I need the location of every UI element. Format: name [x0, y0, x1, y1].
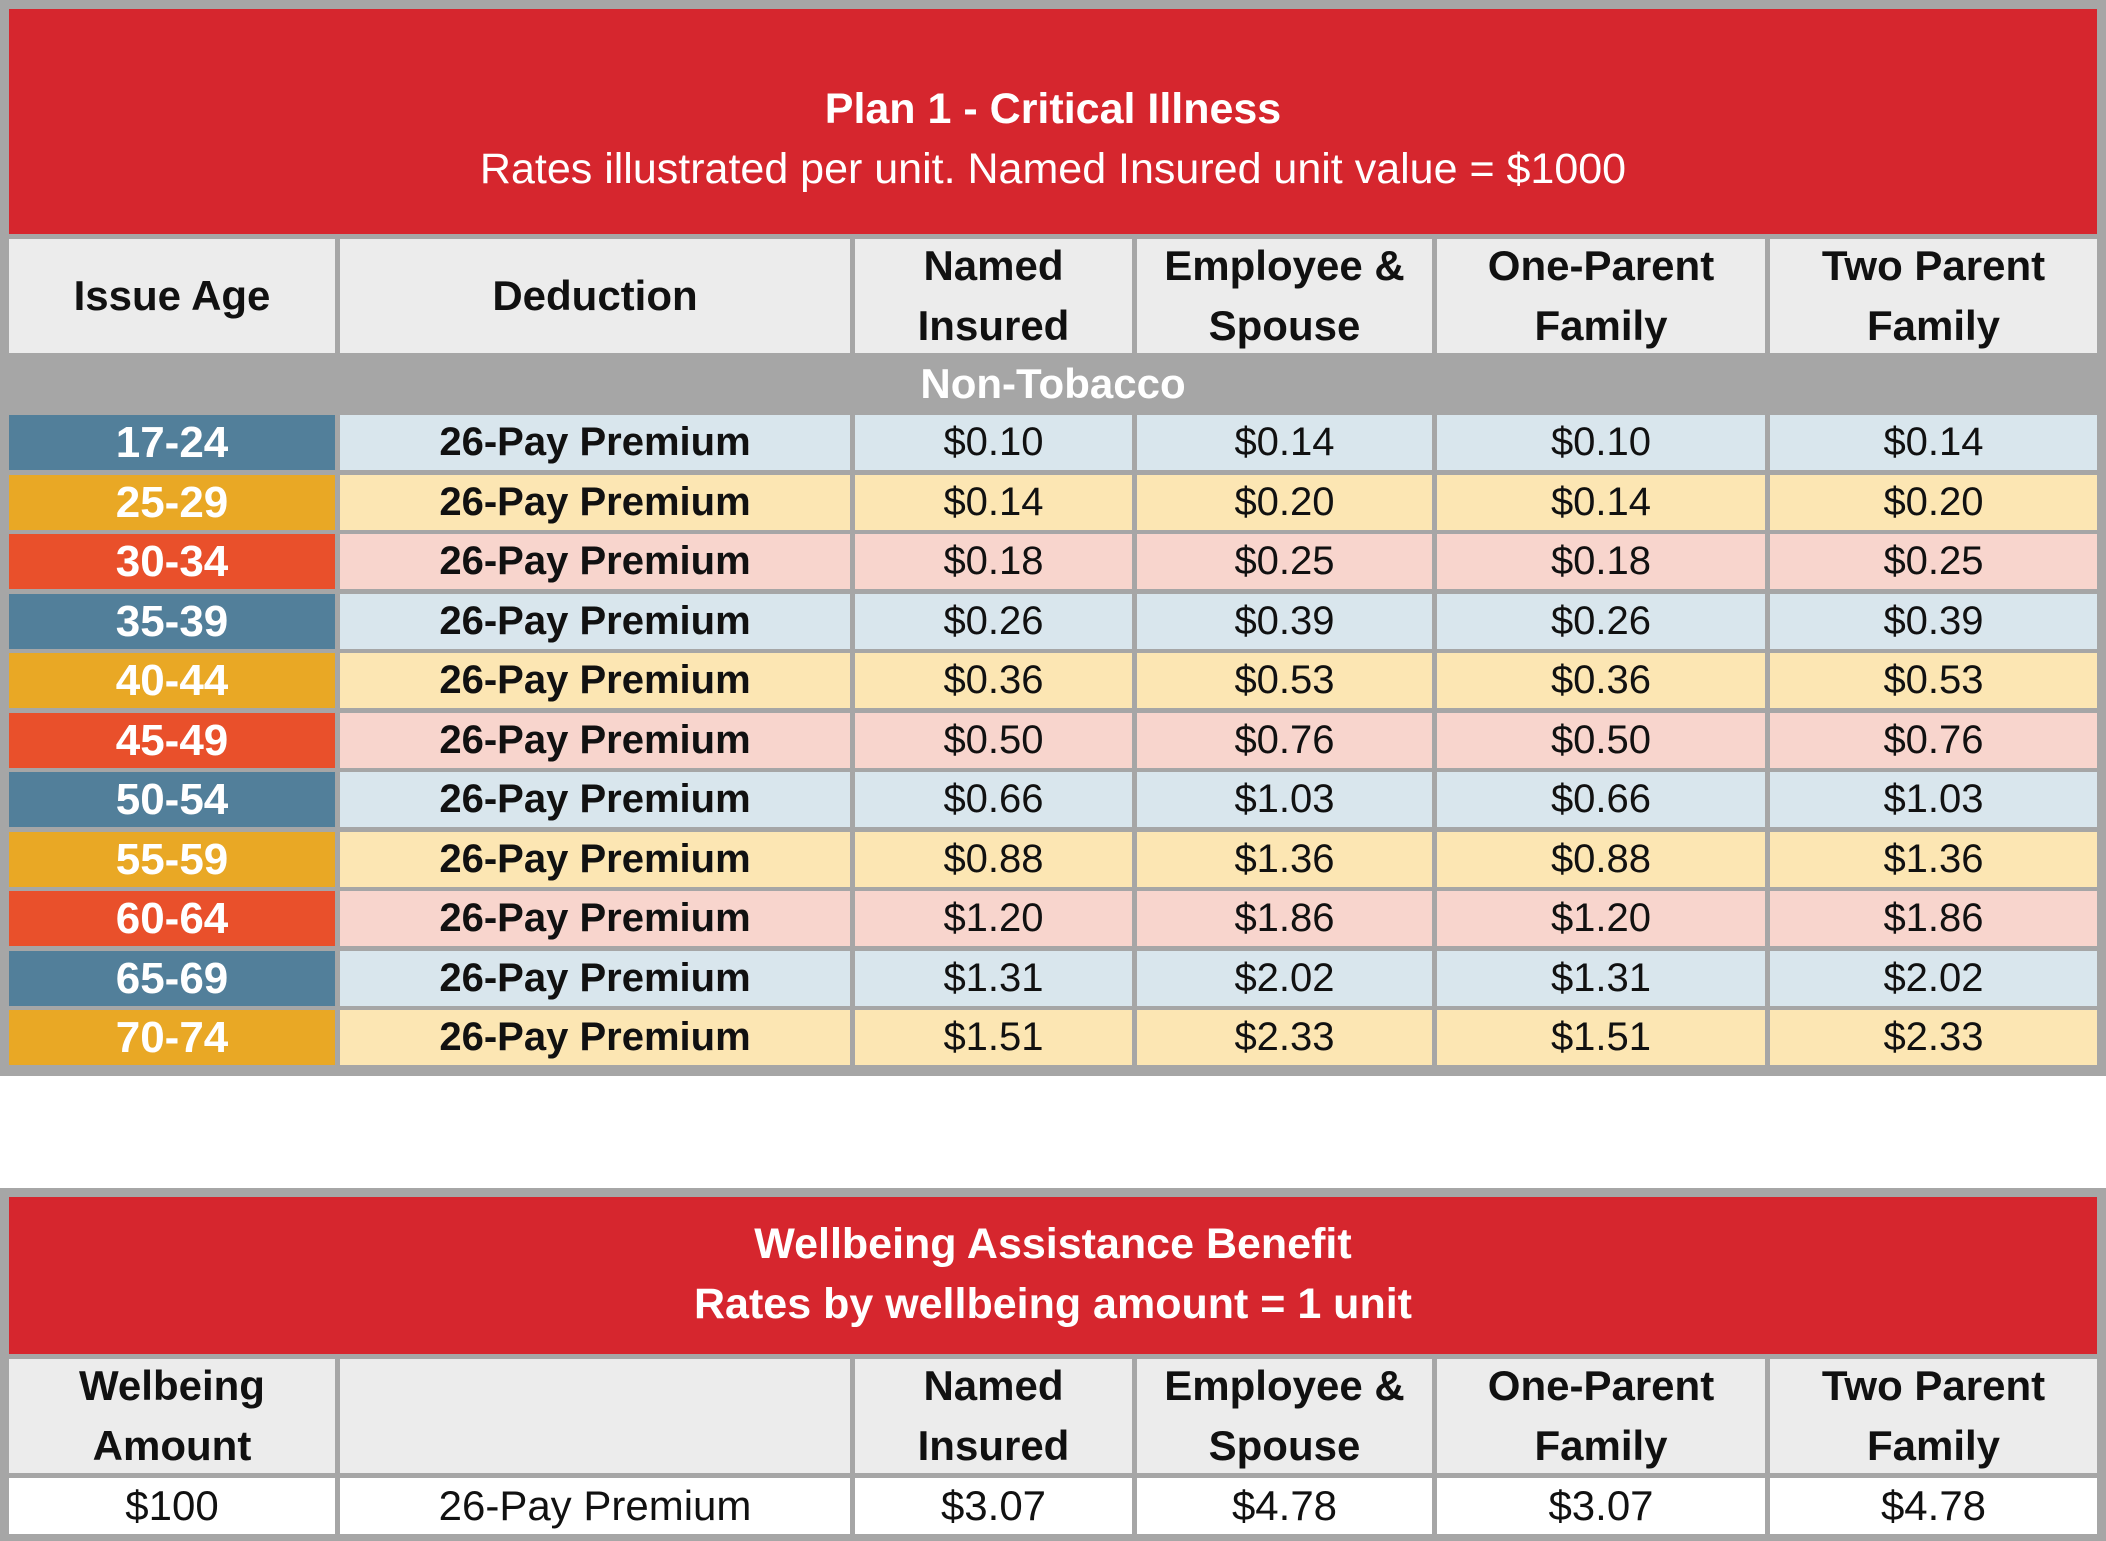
plan-title-banner [9, 9, 2097, 234]
column-header-line: Insured [917, 1422, 1070, 1469]
two-parent-family-rate: $2.33 [1770, 1010, 2097, 1065]
plan-subtitle: Rates illustrated per unit. Named Insured unit value = $1000 [479, 145, 1627, 193]
one-parent-family-rate: $0.26 [1437, 594, 1765, 649]
wellbeing-title: Wellbeing Assistance Benefit [754, 1220, 1352, 1268]
column-header [9, 1359, 335, 1473]
column-header-line: Welbeing [79, 1362, 265, 1409]
employee-spouse-rate: $0.20 [1137, 475, 1432, 530]
deduction-cell: 26-Pay Premium [340, 534, 850, 589]
employee-spouse-rate: $0.25 [1137, 534, 1432, 589]
employee-spouse-rate: $2.33 [1137, 1010, 1432, 1065]
column-header-line: Issue Age [73, 272, 271, 319]
deduction-cell: 26-Pay Premium [340, 475, 850, 530]
column-header-line: Named [923, 242, 1064, 289]
column-header-line: Two Parent [1821, 242, 2046, 289]
two-parent-family-rate: $4.78 [1770, 1478, 2097, 1534]
section-label-non-tobacco: Non-Tobacco [9, 358, 2097, 410]
employee-spouse-rate: $0.39 [1137, 594, 1432, 649]
deduction-cell: 26-Pay Premium [340, 951, 850, 1006]
named-insured-rate: $3.07 [855, 1478, 1132, 1534]
issue-age-cell: 25-29 [9, 475, 335, 530]
one-parent-family-rate: $0.50 [1437, 713, 1765, 768]
two-parent-family-rate: $1.03 [1770, 772, 2097, 827]
one-parent-family-rate: $0.36 [1437, 653, 1765, 708]
one-parent-family-rate: $3.07 [1437, 1478, 1765, 1534]
wellbeing-amount-cell: $100 [9, 1478, 335, 1534]
column-header [1437, 1359, 1765, 1473]
two-parent-family-rate: $0.25 [1770, 534, 2097, 589]
two-parent-family-rate: $0.39 [1770, 594, 2097, 649]
deduction-cell: 26-Pay Premium [340, 1478, 850, 1534]
one-parent-family-rate: $0.88 [1437, 832, 1765, 887]
deduction-cell: 26-Pay Premium [340, 653, 850, 708]
column-header-line: Deduction [492, 272, 698, 319]
employee-spouse-rate: $1.36 [1137, 832, 1432, 887]
employee-spouse-rate: $0.14 [1137, 415, 1432, 470]
named-insured-rate: $0.88 [855, 832, 1132, 887]
column-header [1770, 239, 2097, 353]
column-header-line: Spouse [1208, 1422, 1361, 1469]
wellbeing-rate-table [0, 1188, 2106, 1541]
named-insured-rate: $1.31 [855, 951, 1132, 1006]
two-parent-family-rate: $1.86 [1770, 891, 2097, 946]
column-header-line: One-Parent [1487, 1362, 1715, 1409]
two-parent-family-rate: $2.02 [1770, 951, 2097, 1006]
named-insured-rate: $0.66 [855, 772, 1132, 827]
deduction-cell: 26-Pay Premium [340, 594, 850, 649]
one-parent-family-rate: $0.10 [1437, 415, 1765, 470]
column-header [855, 239, 1132, 353]
wellbeing-subtitle: Rates by wellbeing amount = 1 unit [694, 1280, 1412, 1328]
column-header-line: Employee & [1164, 1362, 1405, 1409]
one-parent-family-rate: $0.14 [1437, 475, 1765, 530]
one-parent-family-rate: $0.18 [1437, 534, 1765, 589]
issue-age-cell: 40-44 [9, 653, 335, 708]
plan-title: Plan 1 - Critical Illness [824, 85, 1282, 133]
issue-age-cell: 17-24 [9, 415, 335, 470]
deduction-cell: 26-Pay Premium [340, 713, 850, 768]
column-header [340, 239, 850, 353]
named-insured-rate: $1.51 [855, 1010, 1132, 1065]
column-header [9, 239, 335, 353]
column-header [855, 1359, 1132, 1473]
one-parent-family-rate: $1.31 [1437, 951, 1765, 1006]
column-header [1137, 1359, 1432, 1473]
employee-spouse-rate: $1.86 [1137, 891, 1432, 946]
issue-age-cell: 70-74 [9, 1010, 335, 1065]
one-parent-family-rate: $0.66 [1437, 772, 1765, 827]
deduction-cell: 26-Pay Premium [340, 832, 850, 887]
named-insured-rate: $0.26 [855, 594, 1132, 649]
employee-spouse-rate: $4.78 [1137, 1478, 1432, 1534]
issue-age-cell: 30-34 [9, 534, 335, 589]
two-parent-family-rate: $0.76 [1770, 713, 2097, 768]
issue-age-cell: 60-64 [9, 891, 335, 946]
two-parent-family-rate: $0.14 [1770, 415, 2097, 470]
column-header [1437, 239, 1765, 353]
named-insured-rate: $0.36 [855, 653, 1132, 708]
column-header-line: Family [1534, 302, 1668, 349]
named-insured-rate: $0.14 [855, 475, 1132, 530]
issue-age-cell: 65-69 [9, 951, 335, 1006]
two-parent-family-rate: $0.53 [1770, 653, 2097, 708]
issue-age-cell: 50-54 [9, 772, 335, 827]
one-parent-family-rate: $1.20 [1437, 891, 1765, 946]
column-header-line: Spouse [1208, 302, 1361, 349]
column-header-line: Named [923, 1362, 1064, 1409]
named-insured-rate: $0.10 [855, 415, 1132, 470]
column-header [1770, 1359, 2097, 1473]
two-parent-family-rate: $1.36 [1770, 832, 2097, 887]
column-header-line: Amount [92, 1422, 252, 1469]
one-parent-family-rate: $1.51 [1437, 1010, 1765, 1065]
deduction-cell: 26-Pay Premium [340, 415, 850, 470]
column-header-line: Family [1866, 1422, 2001, 1469]
column-header [1137, 239, 1432, 353]
column-header-line: Employee & [1164, 242, 1405, 289]
employee-spouse-rate: $0.76 [1137, 713, 1432, 768]
deduction-cell: 26-Pay Premium [340, 772, 850, 827]
named-insured-rate: $1.20 [855, 891, 1132, 946]
deduction-cell: 26-Pay Premium [340, 891, 850, 946]
column-header-line: Family [1534, 1422, 1668, 1469]
named-insured-rate: $0.50 [855, 713, 1132, 768]
column-header-line: Insured [917, 302, 1070, 349]
employee-spouse-rate: $1.03 [1137, 772, 1432, 827]
column-header-line: Family [1866, 302, 2001, 349]
wellbeing-title-banner [9, 1197, 2097, 1354]
column-header [340, 1359, 850, 1473]
employee-spouse-rate: $2.02 [1137, 951, 1432, 1006]
column-header-line: Two Parent [1821, 1362, 2046, 1409]
two-parent-family-rate: $0.20 [1770, 475, 2097, 530]
issue-age-cell: 35-39 [9, 594, 335, 649]
deduction-cell: 26-Pay Premium [340, 1010, 850, 1065]
column-header-line: One-Parent [1487, 242, 1715, 289]
named-insured-rate: $0.18 [855, 534, 1132, 589]
employee-spouse-rate: $0.53 [1137, 653, 1432, 708]
issue-age-cell: 55-59 [9, 832, 335, 887]
issue-age-cell: 45-49 [9, 713, 335, 768]
